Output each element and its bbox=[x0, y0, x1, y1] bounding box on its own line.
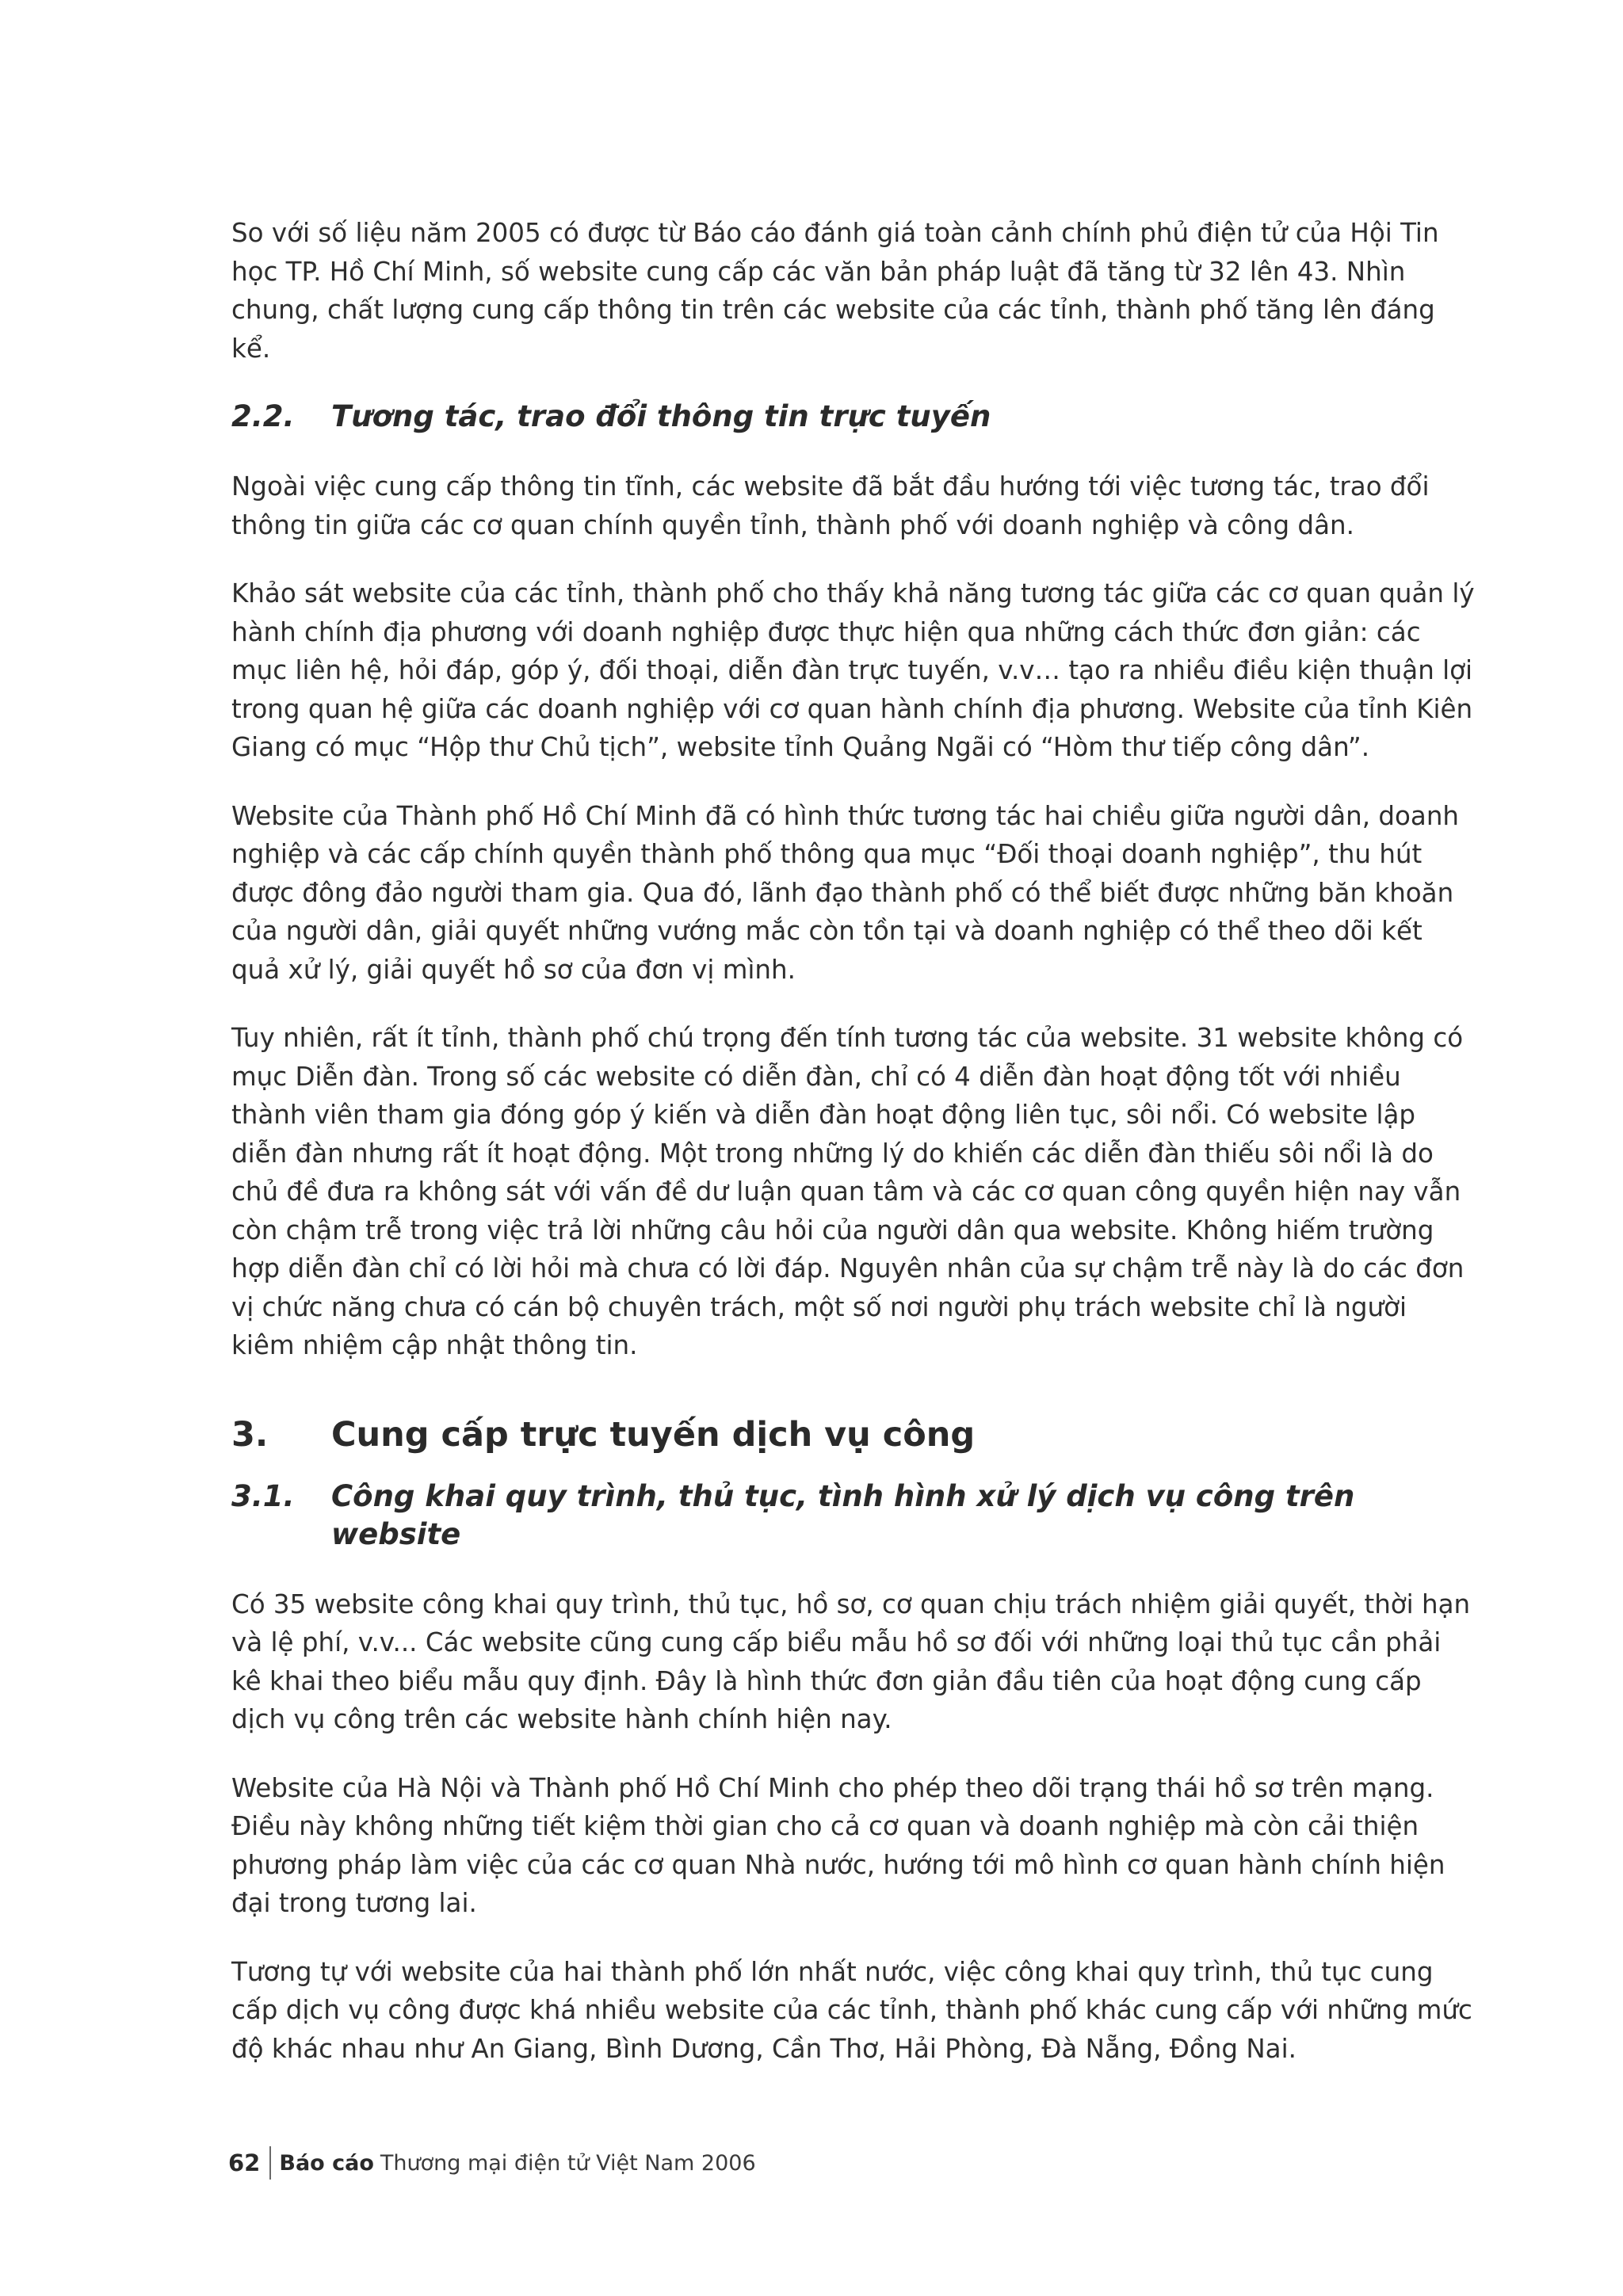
section-number: 2.2. bbox=[231, 399, 295, 433]
report-title: Thương mại điện tử Việt Nam 2006 bbox=[380, 2150, 756, 2176]
section-heading-3-1 bbox=[231, 1478, 1477, 1554]
paragraph: Khảo sát website của các tỉnh, thành phố cho thấy khả năng tương tác giữa các cơ quan quản lý hành chính địa phương với doanh nghiệp được thực hiện qua những cách thức đơn giản: các mục liên hệ, hỏi đáp, góp ý, đối thoại, diễn đàn trực tuyến, v.v… tạo ra nhiều điều kiện thuận lợi trong quan hệ giữa các doanh nghiệp với cơ quan hành chính địa phương. Website của tỉnh Kiên Giang có mục “Hộp thư Chủ tịch”, website tỉnh Quảng Ngãi có “Hòm thư tiếp công dân”. bbox=[231, 578, 1475, 762]
section-title: Công khai quy trình, thủ tục, tình hình xử lý dịch vụ công trên website bbox=[331, 1478, 1355, 1551]
paragraph: Tương tự với website của hai thành phố lớn nhất nước, việc công khai quy trình, thủ tục cung cấp dịch vụ công được khá nhiều website của các tỉnh, thành phố khác cung cấp với những mức độ khác nhau như An Giang, Bình Dương, Cần Thơ, Hải Phòng, Đà Nẵng, Đồng Nai. bbox=[231, 1956, 1472, 2064]
paragraph: Tuy nhiên, rất ít tỉnh, thành phố chú trọng đến tính tương tác của website. 31 website không có mục Diễn đàn. Trong số các website có diễn đàn, chỉ có 4 diễn đàn hoạt động tốt với nhiều thành viên tham gia đóng góp ý kiến và diễn đàn hoạt động liên tục, sôi nổi. Có website lập diễn đàn nhưng rất ít hoạt động. Một trong những lý do khiến các diễn đàn thiếu sôi nổi là do chủ đề đưa ra không sát với vấn đề dư luận quan tâm và các cơ quan công quyền hiện nay vẫn còn chậm trễ trong việc trả lời những câu hỏi của người dân qua website. Không hiếm trường hợp diễn đàn chỉ có lời hỏi mà chưa có lời đáp. Nguyên nhân của sự chậm trễ này là do các đơn vị chức năng chưa có cán bộ chuyên trách, một số nơi người phụ trách website chỉ là người kiêm nhiệm cập nhật thông tin. bbox=[231, 1023, 1465, 1360]
paragraph: Ngoài việc cung cấp thông tin tĩnh, các website đã bắt đầu hướng tới việc tương tác, trao đổi thông tin giữa các cơ quan chính quyền tỉnh, thành phố với doanh nghiệp và công dân. bbox=[231, 471, 1430, 540]
report-label: Báo cáo bbox=[279, 2150, 374, 2176]
footer-divider bbox=[269, 2146, 271, 2180]
paragraph: Có 35 website công khai quy trình, thủ tục, hồ sơ, cơ quan chịu trách nhiệm giải quyết, thời hạn và lệ phí, v.v... Các website cũng cung cấp biểu mẫu hồ sơ đối với những loại thủ tục cần phải kê khai theo biểu mẫu quy định. Đây là hình thức đơn giản đầu tiên của hoạt động cung cấp dịch vụ công trên các website hành chính hiện nay. bbox=[231, 1589, 1471, 1734]
paragraph-intro: So với số liệu năm 2005 có được từ Báo cáo đánh giá toàn cảnh chính phủ điện tử của Hội Tin học TP. Hồ Chí Minh, số website cung cấp các văn bản pháp luật đã tăng từ 32 lên 43. Nhìn chung, chất lượng cung cấp thông tin trên các website của các tỉnh, thành phố tăng lên đáng kể. bbox=[231, 218, 1439, 364]
section-number: 3. bbox=[231, 1414, 269, 1455]
section-number: 3.1. bbox=[231, 1478, 295, 1513]
paragraph: Website của Hà Nội và Thành phố Hồ Chí Minh cho phép theo dõi trạng thái hồ sơ trên mạng. Điều này không những tiết kiệm thời gian cho cả cơ quan và doanh nghiệp mà còn cải thiện phương pháp làm việc của các cơ quan Nhà nước, hướng tới mô hình cơ quan hành chính hiện đại trong tương lai. bbox=[231, 1772, 1445, 1918]
section-title: Tương tác, trao đổi thông tin trực tuyến bbox=[331, 399, 991, 433]
section-title: Cung cấp trực tuyến dịch vụ công bbox=[331, 1414, 976, 1455]
page-number: 62 bbox=[228, 2149, 261, 2176]
page-footer bbox=[228, 2145, 756, 2180]
page-content bbox=[231, 214, 1477, 2098]
paragraph: Website của Thành phố Hồ Chí Minh đã có hình thức tương tác hai chiều giữa người dân, doanh nghiệp và các cấp chính quyền thành phố thông qua mục “Đối thoại doanh nghiệp”, thu hút được đông đảo người tham gia. Qua đó, lãnh đạo thành phố có thể biết được những băn khoăn của người dân, giải quyết những vướng mắc còn tồn tại và doanh nghiệp có thể theo dõi kết quả xử lý, giải quyết hồ sơ của đơn vị mình. bbox=[231, 800, 1460, 985]
section-heading-3 bbox=[231, 1413, 1477, 1457]
section-heading-2-2 bbox=[231, 398, 1477, 436]
